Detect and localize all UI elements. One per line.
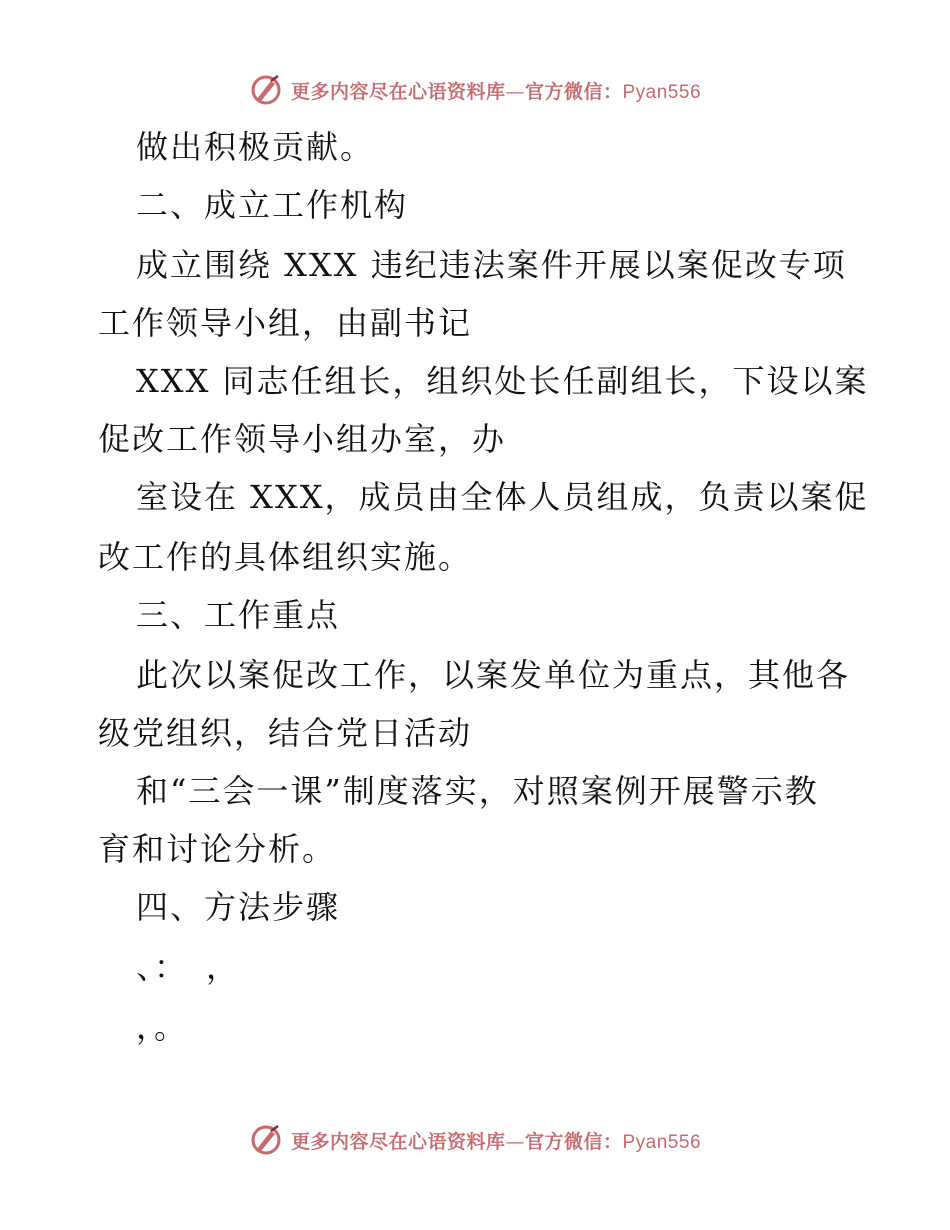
paragraph-line: ，。 — [136, 1008, 189, 1046]
paragraph-line: 工作领导小组，由副书记 — [98, 304, 473, 342]
section-heading: 三、工作重点 — [136, 596, 341, 634]
quill-logo-icon — [249, 73, 283, 107]
paragraph-line: XXX 同志任组长，组织处长任副组长，下设以案 — [136, 362, 869, 400]
section-heading: 四、方法步骤 — [136, 888, 341, 926]
paragraph-line: 此次以案促改工作，以案发单位为重点，其他各 — [136, 656, 851, 694]
paragraph-line: 、： ， — [136, 948, 241, 986]
paragraph-line: 室设在 XXX，成员由全体人员组成，负责以案促 — [136, 478, 869, 516]
watermark-footer — [0, 1120, 950, 1160]
paragraph-line: 做出积极贡献。 — [136, 128, 375, 166]
paragraph-line: 改工作的具体组织实施。 — [98, 538, 473, 576]
quill-logo-icon — [249, 1123, 283, 1157]
paragraph-line: 级党组织，结合党日活动 — [98, 714, 473, 752]
paragraph-line: 和“三会一课”制度落实，对照案例开展警示教 — [136, 772, 819, 810]
section-heading: 二、成立工作机构 — [136, 186, 409, 224]
watermark-text: 更多内容尽在心语资料库—官方微信：Pyan556 — [290, 80, 702, 103]
watermark-header — [0, 70, 950, 110]
watermark-text: 更多内容尽在心语资料库—官方微信：Pyan556 — [290, 1130, 702, 1153]
paragraph-line: 育和讨论分析。 — [98, 830, 337, 868]
paragraph-line: 成立围绕 XXX 违纪违法案件开展以案促改专项 — [136, 246, 847, 284]
paragraph-line: 促改工作领导小组办室，办 — [98, 420, 507, 458]
